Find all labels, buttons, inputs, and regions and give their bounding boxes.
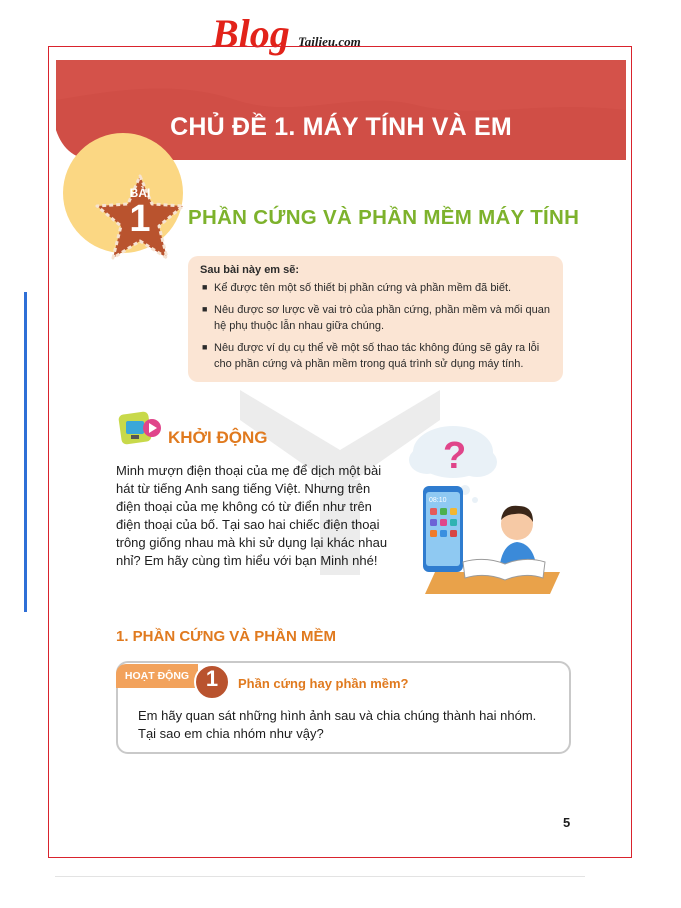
goal-line: Nêu được ví dụ cụ thể về một số thao tác không đúng sẽ gây ra lỗi (214, 342, 540, 354)
blog-logo-site: Tailieu.com (298, 34, 361, 49)
computer-play-icon (116, 411, 164, 453)
activity-instructions (138, 707, 558, 743)
section-title: 1. PHẦN CỨNG VÀ PHẦN MỀM (116, 628, 336, 645)
goal-line: Kể được tên một số thiết bị phần cứng và phần mềm đã biết. (214, 282, 512, 294)
boy-with-phone-illustration (405, 422, 565, 600)
goal-item (214, 280, 554, 296)
lesson-title: PHẦN CỨNG VÀ PHẦN MỀM MÁY TÍNH (188, 206, 580, 229)
activity-number: 1 (205, 666, 219, 691)
warmup-story (116, 462, 399, 570)
blog-logo-word: Blog (212, 11, 290, 56)
lesson-badge-word: BÀI (129, 186, 151, 200)
learning-goals-title: Sau bài này em sẽ: (200, 264, 300, 276)
topic-title: CHỦ ĐỀ 1. MÁY TÍNH VÀ EM (170, 113, 512, 141)
activity-line: Em hãy quan sát những hình ảnh sau và chia chúng thành hai nhóm. (138, 708, 537, 723)
left-margin-bar (24, 292, 27, 612)
bullet-icon: ■ (202, 342, 208, 352)
phone-time: 08:10 (429, 497, 447, 504)
bullet-icon: ■ (202, 304, 208, 314)
bullet-icon: ■ (202, 282, 208, 292)
goal-item (214, 302, 554, 334)
story-line: Minh mượn điện thoại của mẹ để dịch một bài (116, 463, 382, 478)
goal-item (214, 340, 554, 372)
activity-label: HOẠT ĐỘNG (124, 670, 190, 682)
footer-rule (55, 876, 585, 877)
goal-line: hệ phụ thuộc lẫn nhau giữa chúng. (214, 320, 385, 332)
activity-title: Phần cứng hay phần mềm? (238, 676, 409, 691)
page-number: 5 (563, 815, 571, 830)
goal-line: Nêu được sơ lược về vai trò của phần cứng, phần mềm và mối quan (214, 304, 550, 316)
story-line: điện thoại của mẹ không có từ điển như trên (116, 499, 372, 514)
goal-line: cho phần cứng và phần mềm trong quá trình sử dụng máy tính. (214, 358, 524, 370)
svg-text:?: ? (443, 435, 467, 477)
story-line: trông giống nhau mà khi sử dụng lại khác nhau (116, 535, 388, 550)
lesson-badge-number: 1 (129, 198, 151, 240)
story-line: hát từ tiếng Anh sang tiếng Việt. Nhưng trên (116, 481, 371, 496)
phone-icon (423, 486, 463, 572)
warmup-title: KHỞI ĐỘNG (168, 428, 268, 447)
activity-line: Tại sao em chia nhóm như vậy? (138, 726, 324, 741)
story-line: điện thoại của bố. Tại sao hai chiếc điện thoại (116, 517, 380, 532)
story-line: nhỉ? Em hãy cùng tìm hiểu với bạn Minh nhé! (116, 553, 378, 568)
